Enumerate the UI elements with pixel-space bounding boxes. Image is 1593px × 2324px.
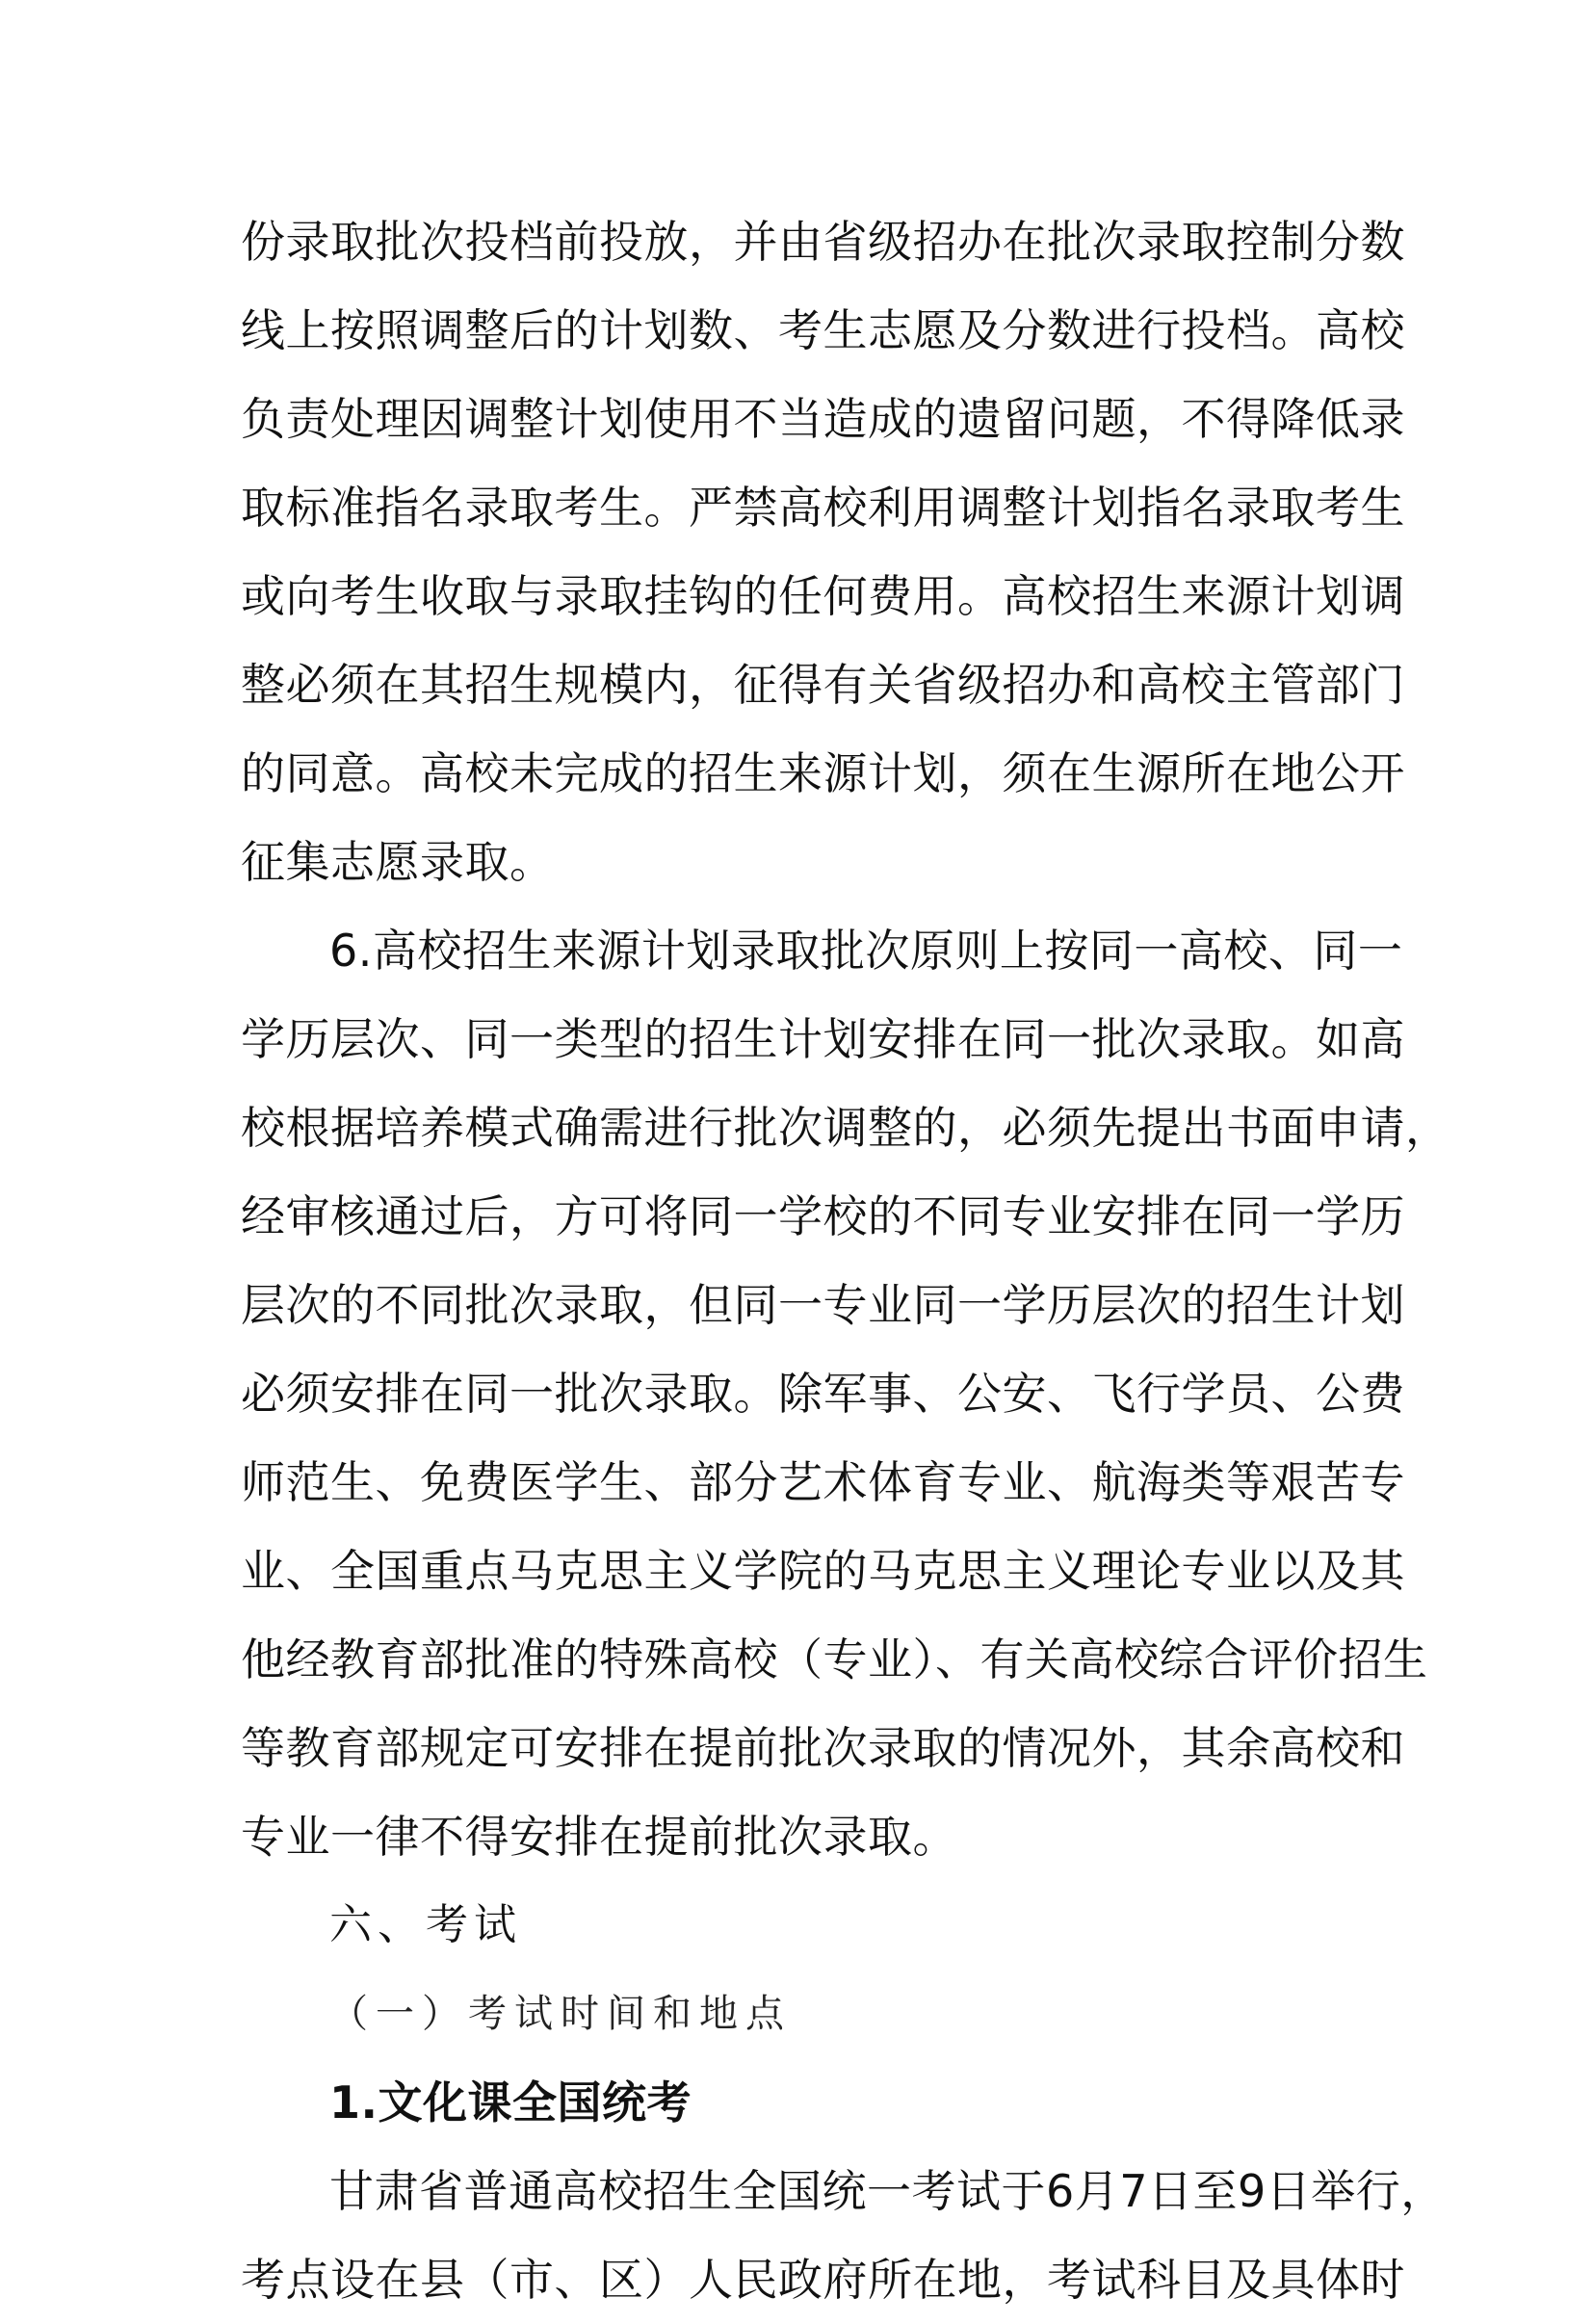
- paragraph-line: 征集志愿录取。: [241, 836, 555, 888]
- paragraph-line: 专业一律不得安排在提前批次录取。: [241, 1811, 957, 1863]
- paragraph-line: 等教育部规定可安排在提前批次录取的情况外，其余高校和: [241, 1722, 1405, 1774]
- paragraph-line: 甘肃省普通高校招生全国统一考试于6月7日至9日举行，: [329, 2165, 1446, 2217]
- paragraph-line: 业、全国重点马克思主义学院的马克思主义理论专业以及其: [241, 1545, 1405, 1597]
- paragraph-line: 考点设在县（市、区）人民政府所在地，考试科目及具体时: [241, 2254, 1405, 2306]
- paragraph-line: 6.高校招生来源计划录取批次原则上按同一高校、同一: [329, 925, 1403, 977]
- paragraph-line: 整必须在其招生规模内，征得有关省级招办和高校主管部门: [241, 659, 1405, 711]
- paragraph-line: 必须安排在同一批次录取。除军事、公安、飞行学员、公费: [241, 1368, 1405, 1420]
- paragraph-line: 负责处理因调整计划使用不当造成的遗留问题，不得降低录: [241, 393, 1405, 445]
- subsection-heading: （一）考试时间和地点: [329, 1992, 792, 2036]
- paragraph-line: 经审核通过后，方可将同一学校的不同专业安排在同一学历: [241, 1190, 1405, 1242]
- paragraph-line: 学历层次、同一类型的招生计划安排在同一批次录取。如高: [241, 1013, 1405, 1065]
- paragraph-line: 或向考生收取与录取挂钩的任何费用。高校招生来源计划调: [241, 570, 1405, 622]
- document-page: [241, 197, 1450, 2324]
- paragraph-line: 线上按照调整后的计划数、考生志愿及分数进行投档。高校: [241, 304, 1405, 356]
- section-heading: 六、考试: [329, 1900, 522, 1949]
- item-heading: 1.文化课全国统考: [329, 2076, 692, 2128]
- paragraph-line: 师范生、免费医学生、部分艺术体育专业、航海类等艰苦专: [241, 1456, 1405, 1508]
- paragraph-line: 的同意。高校未完成的招生来源计划，须在生源所在地公开: [241, 747, 1405, 799]
- paragraph-line: 他经教育部批准的特殊高校（专业）、有关高校综合评价招生: [241, 1633, 1428, 1685]
- paragraph-line: 份录取批次投档前投放，并由省级招办在批次录取控制分数: [241, 216, 1405, 268]
- paragraph-line: 校根据培养模式确需进行批次调整的，必须先提出书面申请，: [241, 1102, 1450, 1154]
- paragraph-line: 取标准指名录取考生。严禁高校利用调整计划指名录取考生: [241, 482, 1405, 534]
- paragraph-line: 层次的不同批次录取，但同一专业同一学历层次的招生计划: [241, 1279, 1405, 1331]
